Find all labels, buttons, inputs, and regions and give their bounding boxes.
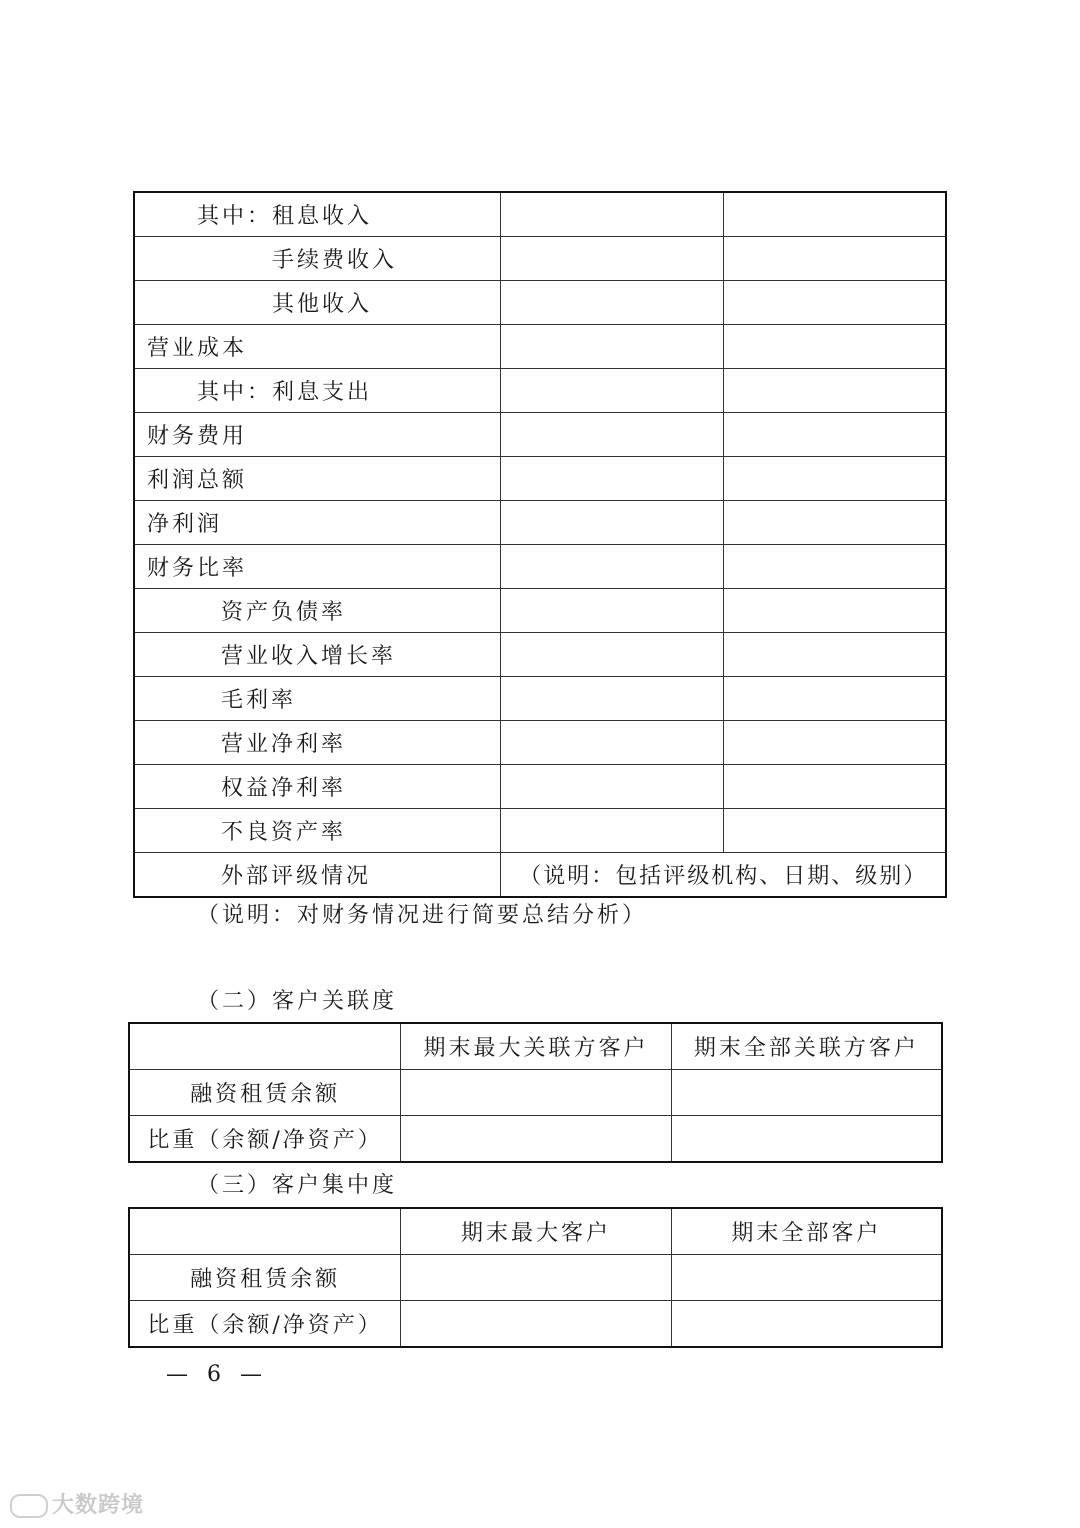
value-cell[interactable]	[723, 325, 946, 369]
header-cell: 期末全部关联方客户	[671, 1023, 942, 1070]
row-label: 其中：租息收入	[134, 192, 501, 237]
value-cell[interactable]	[501, 809, 724, 853]
value-cell[interactable]	[401, 1301, 672, 1348]
value-cell[interactable]	[723, 677, 946, 721]
value-cell[interactable]	[501, 369, 724, 413]
header-cell: 期末最大客户	[401, 1208, 672, 1255]
section-heading-customer-concentration: （三）客户集中度	[197, 1173, 398, 1198]
value-cell[interactable]	[501, 281, 724, 325]
watermark	[10, 1488, 144, 1519]
value-cell[interactable]	[501, 237, 724, 281]
table-row	[134, 192, 946, 237]
table-row	[134, 369, 946, 413]
table-header-row	[129, 1208, 942, 1255]
row-label: 净利润	[134, 501, 501, 545]
value-cell[interactable]	[671, 1301, 942, 1348]
financial-table	[133, 191, 947, 898]
row-label: 财务比率	[134, 545, 501, 589]
value-cell[interactable]	[501, 721, 724, 765]
table-row	[134, 853, 946, 898]
row-label: 营业净利率	[134, 721, 501, 765]
table-row	[129, 1255, 942, 1301]
value-cell[interactable]	[671, 1255, 942, 1301]
row-label: 比重（余额/净资产）	[129, 1301, 401, 1348]
table-row	[134, 413, 946, 457]
table-row	[134, 765, 946, 809]
value-cell[interactable]	[501, 501, 724, 545]
row-label: 比重（余额/净资产）	[129, 1116, 401, 1163]
table-row	[134, 457, 946, 501]
value-cell[interactable]	[723, 545, 946, 589]
table-row	[134, 677, 946, 721]
table-row	[134, 721, 946, 765]
table-row	[134, 325, 946, 369]
value-cell[interactable]	[723, 192, 946, 237]
financial-summary-note: （说明：对财务情况进行简要总结分析）	[197, 903, 648, 928]
value-cell[interactable]	[401, 1070, 672, 1116]
value-cell[interactable]	[671, 1116, 942, 1163]
table-row	[129, 1301, 942, 1348]
value-cell[interactable]	[723, 413, 946, 457]
header-cell: 期末最大关联方客户	[401, 1023, 672, 1070]
table-row	[134, 501, 946, 545]
value-cell[interactable]	[501, 677, 724, 721]
table-row	[134, 589, 946, 633]
value-cell[interactable]	[723, 765, 946, 809]
watermark-text: 大数跨境	[52, 1493, 145, 1518]
row-label: 融资租赁余额	[129, 1070, 401, 1116]
value-cell[interactable]	[401, 1255, 672, 1301]
value-cell[interactable]	[401, 1116, 672, 1163]
row-label: 不良资产率	[134, 809, 501, 853]
table-row	[134, 545, 946, 589]
value-cell[interactable]	[723, 721, 946, 765]
table-row	[129, 1116, 942, 1163]
value-cell[interactable]	[501, 545, 724, 589]
row-label: 手续费收入	[134, 237, 501, 281]
value-cell[interactable]	[501, 589, 724, 633]
table-row	[134, 281, 946, 325]
value-cell[interactable]	[723, 457, 946, 501]
row-label: 利润总额	[134, 457, 501, 501]
section-heading-customer-relatedness: （二）客户关联度	[197, 989, 398, 1014]
row-label: 资产负债率	[134, 589, 501, 633]
external-rating-label: 外部评级情况	[134, 853, 501, 898]
table-row	[134, 633, 946, 677]
customer-relatedness-table	[128, 1022, 943, 1163]
customer-concentration-table	[128, 1207, 943, 1348]
table-row	[134, 237, 946, 281]
value-cell[interactable]	[723, 501, 946, 545]
watermark-logo-icon	[10, 1494, 48, 1518]
header-cell: 期末全部客户	[671, 1208, 942, 1255]
row-label: 毛利率	[134, 677, 501, 721]
page-number: — 6 —	[166, 1362, 268, 1387]
table-row	[129, 1070, 942, 1116]
row-label: 其他收入	[134, 281, 501, 325]
value-cell[interactable]	[723, 237, 946, 281]
value-cell[interactable]	[723, 369, 946, 413]
header-cell	[129, 1023, 401, 1070]
table-header-row	[129, 1023, 942, 1070]
header-cell	[129, 1208, 401, 1255]
row-label: 其中：利息支出	[134, 369, 501, 413]
value-cell[interactable]	[723, 809, 946, 853]
value-cell[interactable]	[501, 192, 724, 237]
row-label: 权益净利率	[134, 765, 501, 809]
row-label: 营业成本	[134, 325, 501, 369]
value-cell[interactable]	[501, 413, 724, 457]
value-cell[interactable]	[501, 633, 724, 677]
value-cell[interactable]	[723, 633, 946, 677]
row-label: 财务费用	[134, 413, 501, 457]
row-label: 营业收入增长率	[134, 633, 501, 677]
value-cell[interactable]	[723, 589, 946, 633]
value-cell[interactable]	[723, 281, 946, 325]
table-row	[134, 809, 946, 853]
external-rating-note[interactable]: （说明：包括评级机构、日期、级别）	[501, 853, 946, 898]
value-cell[interactable]	[501, 457, 724, 501]
value-cell[interactable]	[501, 765, 724, 809]
row-label: 融资租赁余额	[129, 1255, 401, 1301]
value-cell[interactable]	[671, 1070, 942, 1116]
value-cell[interactable]	[501, 325, 724, 369]
